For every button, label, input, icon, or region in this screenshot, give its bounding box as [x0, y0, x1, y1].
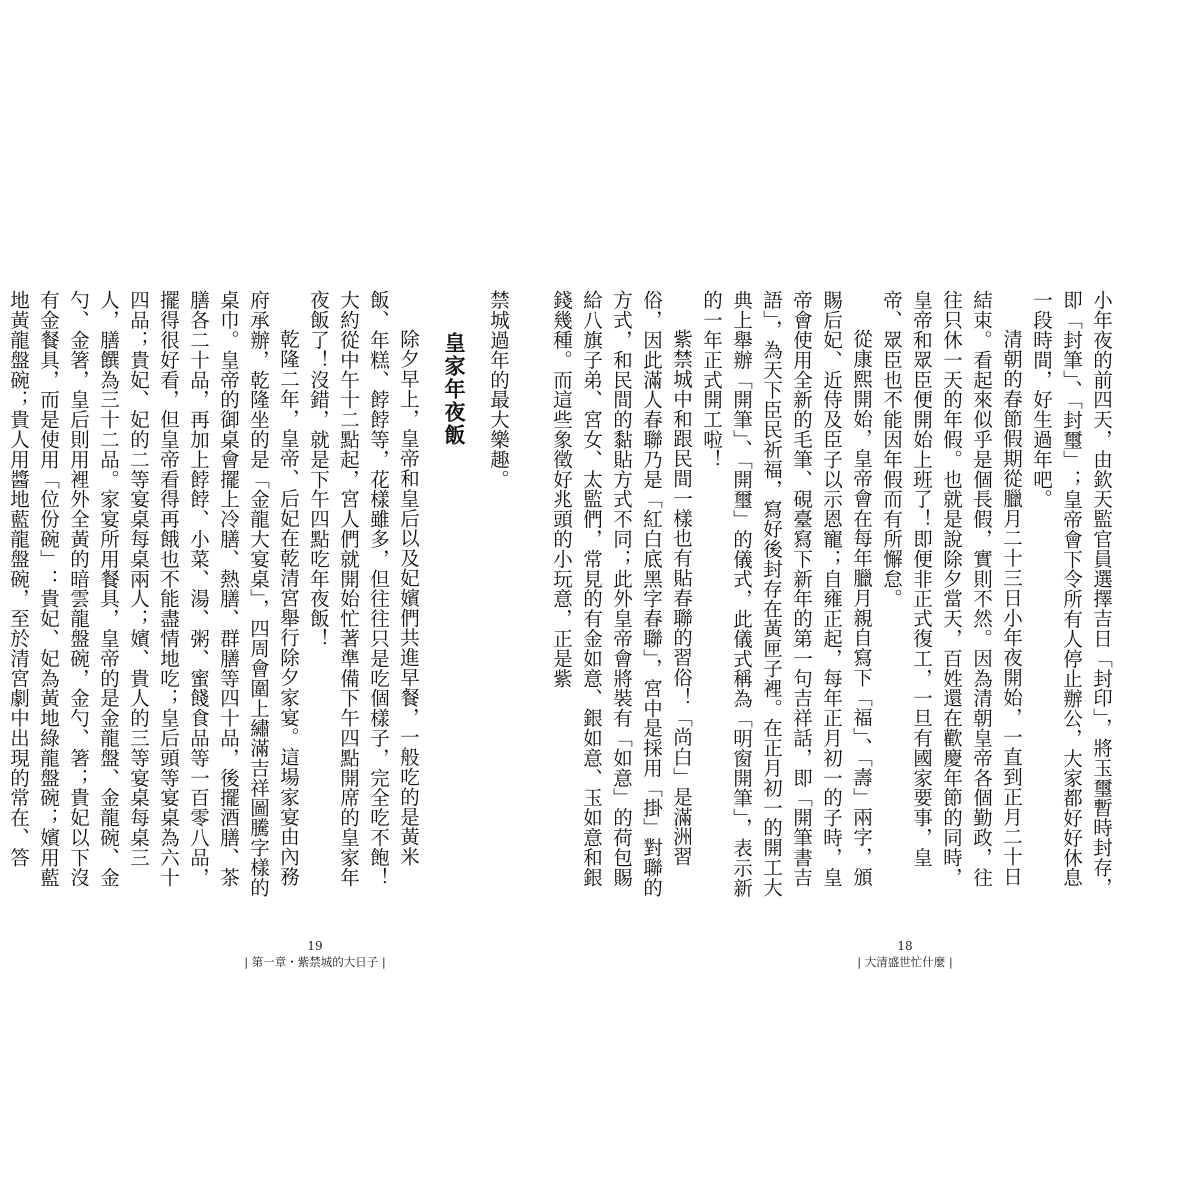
running-title: | 大清盛世忙什麼 |: [857, 955, 953, 969]
left-page-footer: [195, 938, 435, 970]
lead-paragraph: 禁城過年的最大樂趣。: [487, 290, 510, 489]
body-paragraph: 小年夜的前四天，由欽天監官員選擇吉日「封印」，將玉璽暫時封存，即「封筆」、「封璽」；皇帝會下令所有人停止辦公，大家都好好休息一段時間，好生過年吧。: [1030, 290, 1113, 898]
right-page-footer: [785, 938, 1025, 970]
right-page-text: [550, 290, 1116, 902]
body-paragraph: 除夕早上，皇帝和皇后以及妃嬪們共進早餐，一般吃的是黃米飯、年糕、餑餑等，花樣雖多，但往往只是吃個樣子，完全吃不飽！大約從中午十二點起，宮人們就開始忙著準備下午四點開席的皇家年夜飯了！沒錯，就是下午四點吃年夜飯！: [307, 290, 420, 887]
page-number: 19: [307, 939, 323, 953]
body-paragraph: 乾隆二年，皇帝、后妃在乾清宮舉行除夕家宴。這場家宴由內務府承辦，乾隆坐的是「金龍大宴桌」，四周會圍上繡滿吉祥圖騰字樣的桌巾。皇帝的御桌會擺上冷膳、熱膳、群膳等四十品，後擺酒膳、茶膳各二十品，再加上餑餑、小菜、湯、粥、蜜餞食品等一百零八品，擺得很好看，但皇帝看得再餓也不能盡情地吃；皇后頭等宴桌為六十四品；貴妃、妃的二等宴桌每桌兩人；嬪、貴人的三等宴桌每桌三人，膳饌為三十二品。家宴所用餐具，皇帝的是金龍盤、金龍碗、金勺、金箸，皇后則用裡外全黃的暗雲龍盤碗，金勺、箸；貴妃以下沒有金餐具，而是使用「位份碗」：貴妃、妃為黃地綠龍盤碗；嬪用藍地黃龍盤碗；貴人用醬地藍龍盤碗，至於清宮劇中出現的常在、答: [7, 290, 300, 898]
body-paragraph: 從康熙開始，皇帝會在每年臘月親自寫下「福」、「壽」兩字，頒賜后妃、近侍及臣子以示恩寵；自雍正起，每年正月初一的子時，皇帝會使用全新的毛筆、硯臺寫下新年的第一句吉祥話，即「開筆書吉語」，為天下臣民祈福，寫好後封存在黃匣子裡。在正月初一的開工大典上舉辦「開筆」、「開璽」的儀式，此儀式稱為「明窗開筆」，表示新的一年正式開工啦！: [700, 290, 873, 898]
body-paragraph: 紫禁城中和跟民間一樣也有貼春聯的習俗！「尚白」是滿洲習俗，因此滿人春聯乃是「紅白底黑字春聯」，宮中是採用「掛」對聯的方式，和民間的黏貼方式不同；此外皇帝會將裝有「如意」的荷包賜給八旗子弟、宮女、太監們，常見的有金如意、銀如意、玉如意和銀錢幾種。而這些象徵好兆頭的小玩意，正是紫: [550, 290, 693, 898]
left-page-text: [7, 290, 513, 902]
running-title: | 第一章・紫禁城的大日子 |: [244, 955, 386, 969]
page-number: 18: [897, 939, 913, 953]
body-paragraph: 清朝的春節假期從臘月二十三日小年夜開始，一直到正月二十日結束。看起來似乎是個長假，實則不然。因為清朝皇帝各個勤政，往往只休一天的年假。也就是說除夕當天，百姓還在歡慶年節的同時，皇帝和眾臣便開始上班了！即便非正式復工，一旦有國家要事，皇帝、眾臣也不能因年假而有所懈怠。: [880, 290, 1023, 887]
section-heading: 皇家年夜飯: [442, 332, 466, 447]
